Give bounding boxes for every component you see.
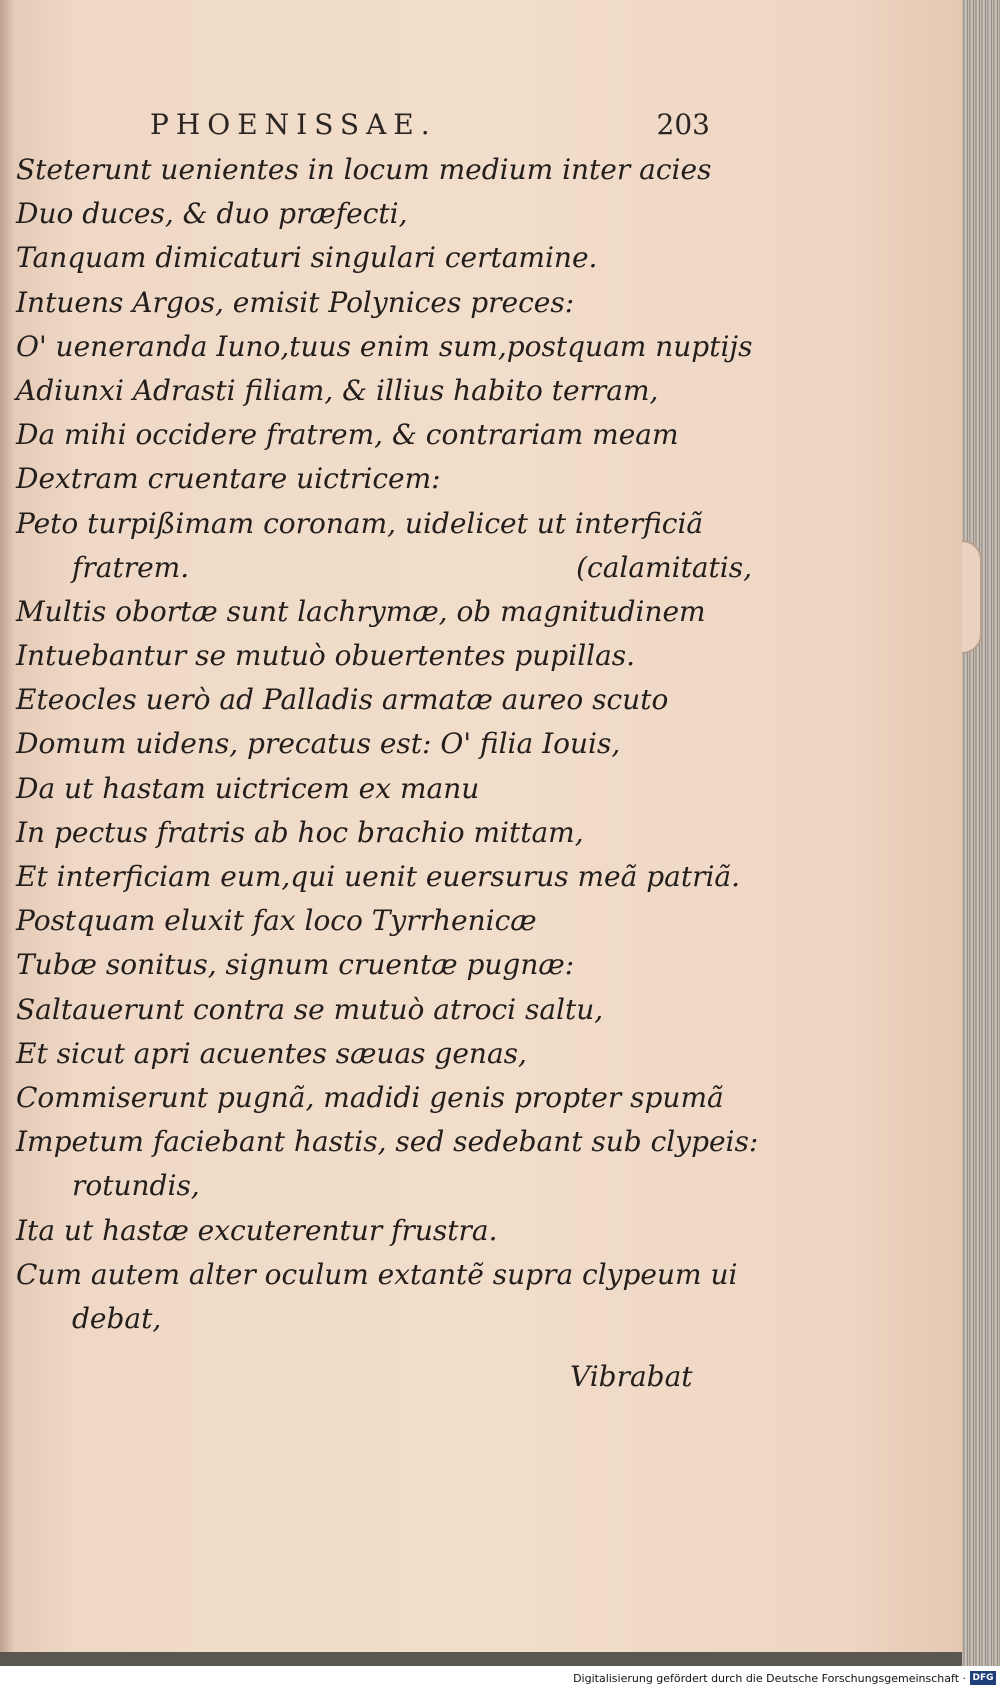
text-line: Intuebantur se mutuò obuertentes pupillas.: [16, 639, 636, 673]
page-header: [150, 108, 710, 148]
digitization-footer: [0, 1666, 1000, 1691]
text-line: Eteocles uerò ad Palladis armatæ aureo scuto: [16, 683, 669, 717]
page-stack-edge: [962, 0, 1000, 1666]
text-line: Intuens Argos, emisit Polynices preces:: [16, 285, 575, 319]
text-line: In pectus fratris ab hoc brachio mittam,: [16, 815, 584, 849]
split-line-right: (calamitatis,: [576, 550, 752, 584]
text-line: Et interficiam eum,qui uenit euersurus meã patriã.: [16, 860, 741, 893]
text-line: O' ueneranda Iuno,tuus enim sum,postquam nuptijs: [16, 329, 753, 363]
text-line: Duo duces, & duo præfecti,: [16, 197, 408, 231]
text-line: Commiserunt pugnã, madidi genis propter spumã: [16, 1080, 724, 1114]
text-line: Et sicut apri acuentes sæuas genas,: [16, 1036, 527, 1070]
text-line: Ita ut hastæ excuterentur frustra.: [16, 1213, 498, 1247]
digitization-credit: Digitalisierung gefördert durch die Deutsche Forschungsgemeinschaft ·: [573, 1672, 966, 1685]
text-line-continuation: debat,: [72, 1301, 162, 1335]
text-line: Tanquam dimicaturi singulari certamine.: [16, 241, 598, 275]
page-number: 203: [656, 108, 710, 141]
text-line: Impetum faciebant hastis, sed sedebant sub clypeis:: [16, 1125, 759, 1159]
text-line: Dextram cruentare uictricem:: [16, 462, 441, 496]
text-line: Steterunt uenientes in locum medium inter acies: [16, 153, 712, 186]
text-line-continuation: rotundis,: [72, 1169, 200, 1203]
running-title: PHOENISSAE.: [150, 108, 437, 141]
text-line: Domum uidens, precatus est: O' filia Iouis,: [16, 727, 621, 761]
catchword: Vibrabat: [570, 1360, 693, 1393]
dfg-logo-icon: DFG: [970, 1671, 996, 1685]
text-line: Postquam eluxit fax loco Tyrrhenicæ: [16, 904, 537, 938]
text-line: Saltauerunt contra se mutuò atroci saltu,: [16, 992, 604, 1026]
text-line: Multis obortæ sunt lachrymæ, ob magnitudinem: [16, 594, 706, 628]
text-line: Da mihi occidere fratrem, & contrariam meam: [16, 418, 679, 452]
text-line: Da ut hastam uictricem ex manu: [16, 771, 480, 805]
text-line-split: [16, 546, 752, 590]
verse-text: [16, 148, 759, 1341]
text-line: Cum autem alter oculum extantẽ supra clypeum ui: [16, 1257, 738, 1291]
gutter-shadow: [0, 0, 14, 1652]
split-line-left: fratrem.: [72, 550, 190, 584]
text-line: Tubæ sonitus, signum cruentæ pugnæ:: [16, 948, 575, 982]
page-edge-bump: [962, 540, 982, 654]
text-line: Adiunxi Adrasti filiam, & illius habito terram,: [16, 373, 659, 407]
text-line: Peto turpißimam coronam, uidelicet ut interficiã: [16, 506, 704, 540]
